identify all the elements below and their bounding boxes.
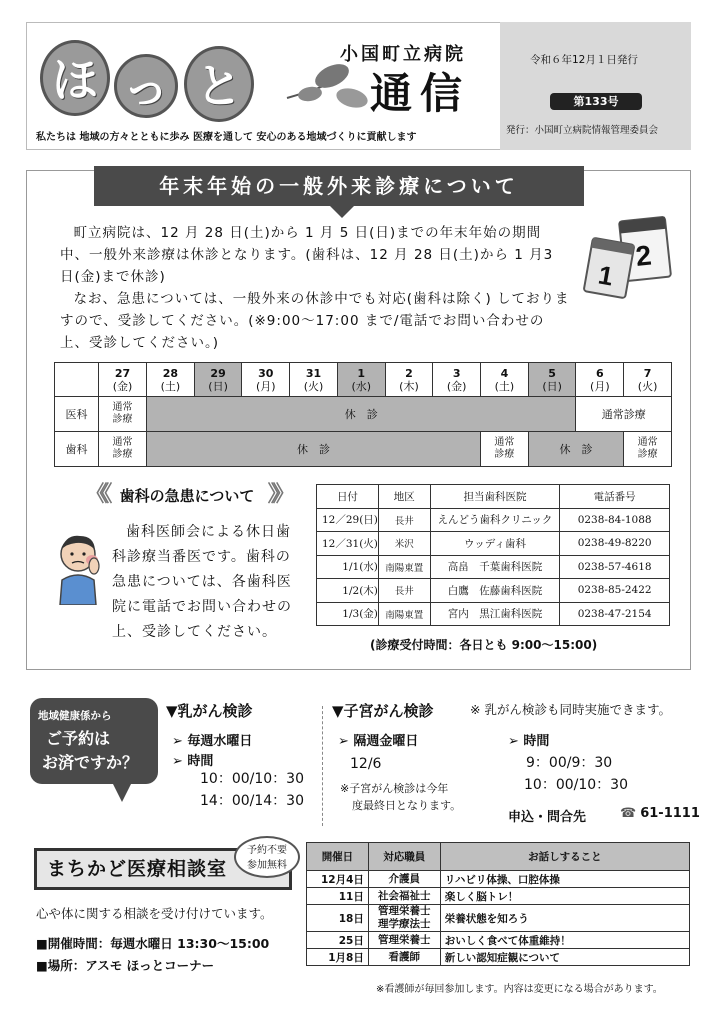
normal-text: 診療: [112, 414, 133, 425]
cervical-cancer-title: ▼子宮がん検診: [332, 702, 434, 720]
cervical-note: ※ 乳がん検診も同時実施できます。: [470, 702, 671, 717]
day-of-week: (金): [112, 379, 133, 393]
medical-label: 医科: [55, 397, 99, 432]
consultation-date: 25日: [307, 932, 369, 949]
schedule-day-cell: [242, 363, 290, 397]
hospital-name: 小国町立病院: [340, 44, 466, 65]
holiday-schedule-table: [54, 362, 672, 467]
contact-phone[interactable]: [620, 806, 700, 821]
day-number: 28: [162, 366, 179, 380]
table-cell: 長井: [378, 508, 430, 532]
time-label: 時間: [523, 734, 550, 749]
table-cell: 1/3(金): [317, 602, 379, 626]
consultation-topic: 楽しく脳トレ！: [440, 888, 689, 905]
normal-text: 診療: [112, 449, 133, 460]
chevron-left-icon: 《《: [85, 482, 107, 507]
medical-row: [55, 397, 672, 432]
phone-icon: ☎: [620, 806, 637, 821]
table-cell: 南陽東置: [378, 602, 430, 626]
publisher: 発行：小国町立病院情報管理委員会: [506, 125, 659, 136]
table-row: [307, 932, 690, 949]
day-number: 2: [405, 366, 413, 380]
table-cell: 0238-85-2422: [560, 579, 670, 603]
normal-cell: [481, 432, 529, 467]
tagline: 私たちは 地域の方々とともに歩み 医療を通して 安心のある地域づくりに貢献します: [36, 132, 417, 143]
schedule-date-row: [55, 363, 672, 397]
toothache-person-icon: [48, 530, 108, 605]
arrow-icon: ➢: [338, 734, 354, 749]
normal-text: 通常: [637, 437, 658, 448]
breast-time: 14：00/14：30: [200, 793, 304, 809]
dental-emergency-title: 歯科の急患について: [119, 487, 255, 505]
table-cell: 0238-84-1088: [560, 508, 670, 532]
holiday-title: 年末年始の一般外来診療について: [94, 166, 584, 206]
consultation-note: ※看護師が毎回参加します。内容は変更になる場合があります。: [376, 984, 663, 995]
day-of-week: (日): [208, 379, 228, 393]
table-row: [317, 508, 670, 532]
calendar-icon: [580, 215, 675, 300]
consultation-topic: おいしく食べて体重維持！: [440, 932, 689, 949]
checkup-divider: [322, 706, 323, 826]
table-row: [317, 579, 670, 603]
free-no-reservation-badge: [234, 836, 300, 878]
day-of-week: (金): [446, 379, 467, 393]
staff-name: 社会福祉士: [378, 889, 431, 902]
normal-cell: [99, 397, 147, 432]
table-cell: 宮内 黒江歯科医院: [430, 602, 560, 626]
table-cell: 白鷹 佐藤歯科医院: [430, 579, 560, 603]
table-cell: 長井: [378, 579, 430, 603]
table-cell: 12／29(日): [317, 508, 379, 532]
consultation-table-header: [307, 843, 690, 871]
time-label: 時間: [187, 754, 214, 769]
normal-text: 通常: [112, 437, 133, 448]
normal-cell: 通常診療: [576, 397, 672, 432]
table-cell: えんどう歯科クリニック: [430, 508, 560, 532]
dental-column-header: 担当歯科医院: [430, 485, 560, 509]
phone-number: 61-1111: [640, 806, 700, 821]
table-cell: 0238-49-8220: [560, 532, 670, 556]
schedule-day-cell: [624, 363, 672, 397]
schedule-day-cell: [290, 363, 338, 397]
schedule-day-cell: [147, 363, 195, 397]
day-of-week: (日): [542, 379, 562, 393]
table-row: [317, 532, 670, 556]
schedule-day-cell: [337, 363, 385, 397]
badge-line: 参加無料: [247, 860, 287, 871]
day-number: 30: [258, 366, 274, 380]
breast-day-item: [172, 730, 252, 749]
notice-paragraph: なお、急患については、一般外来の休診中でも対応(歯科は除く) しておりますので、受診してください。(※9:00〜17:00 まで/電話でお問い合わせの上、受診してください。): [60, 291, 570, 351]
normal-text: 通常: [494, 437, 515, 448]
day-of-week: (木): [399, 379, 419, 393]
staff-name: 介護員: [388, 872, 421, 885]
calendar-number: 2: [634, 239, 653, 272]
consultation-description: 心や体に関する相談を受け付けています。: [36, 906, 273, 921]
dental-hours: (診療受付時間：各日とも 9:00〜15:00): [370, 638, 598, 652]
normal-text: 診療: [494, 449, 515, 460]
table-row: [317, 602, 670, 626]
dental-emergency-text: [112, 520, 302, 645]
day-of-week: (土): [494, 379, 515, 393]
day-number: 1: [357, 366, 366, 380]
day-number: 6: [596, 366, 604, 380]
consultation-place: ■場所：アスモ ほっとコーナー: [36, 958, 215, 973]
corner-cell: [55, 363, 99, 397]
consultation-staff: [368, 871, 440, 888]
breast-cancer-title: ▼乳がん検診: [166, 702, 253, 720]
day-of-week: (月): [256, 379, 276, 393]
consultation-column-header: お話しすること: [440, 843, 689, 871]
table-row: [307, 871, 690, 888]
dental-table-header: [317, 485, 670, 509]
consultation-date: 11日: [307, 888, 369, 905]
reservation-speech-bubble: [30, 698, 158, 784]
consultation-topic: 新しい認知症観について: [440, 949, 689, 966]
consultation-column-header: 開催日: [307, 843, 369, 871]
normal-cell: [99, 432, 147, 467]
table-cell: 高畠 千葉歯科医院: [430, 555, 560, 579]
closed-cell: 休 診: [147, 432, 481, 467]
day-number: 29: [210, 366, 226, 380]
dental-column-header: 電話番号: [560, 485, 670, 509]
table-cell: ウッディ歯科: [430, 532, 560, 556]
consultation-staff: [368, 949, 440, 966]
table-cell: 1/2(木): [317, 579, 379, 603]
cervical-final-line: ※子宮がん検診は今年: [340, 782, 449, 795]
dental-column-header: 日付: [317, 485, 379, 509]
logo-char: ほ: [40, 40, 110, 116]
consultation-title: まちかど医療相談室: [34, 848, 292, 890]
dental-emergency-paragraph: 歯科医師会による休日歯科診療当番医です。歯科の急患については、各歯科医院に電話でお問い合わせの上、受診してください。: [112, 524, 292, 640]
cervical-final-note: [340, 780, 461, 814]
day-of-week: (土): [160, 379, 181, 393]
staff-name: 管理栄養士: [378, 905, 431, 917]
schedule-day-cell: [528, 363, 576, 397]
table-row: [317, 555, 670, 579]
table-cell: 米沢: [378, 532, 430, 556]
normal-cell: [624, 432, 672, 467]
cervical-time: 9：00/9：30: [526, 755, 613, 771]
cervical-date: 12/6: [350, 756, 382, 772]
consultation-staff: [368, 888, 440, 905]
consultation-topic: リハビリ体操、口腔体操: [440, 871, 689, 888]
schedule-day-cell: [576, 363, 624, 397]
issue-date: 令和６年12月１日発行: [530, 54, 638, 66]
dental-duty-table: [316, 484, 670, 626]
consultation-topic: 栄養状態を知ろう: [440, 905, 689, 932]
dental-row: [55, 432, 672, 467]
arrow-icon: ➢: [508, 734, 524, 749]
schedule-day-cell: [99, 363, 147, 397]
cervical-day: 隔週金曜日: [353, 734, 419, 749]
issue-number: 第133号: [550, 93, 642, 110]
consultation-schedule-table: [306, 842, 690, 966]
cervical-time: 10：00/10：30: [524, 777, 628, 793]
normal-text: 通常: [112, 402, 133, 413]
table-cell: 12／31(火): [317, 532, 379, 556]
holiday-notice: [60, 222, 570, 354]
breast-time-item: [172, 750, 213, 769]
normal-text: 診療: [637, 449, 658, 460]
closed-cell: 休 診: [528, 432, 623, 467]
schedule-day-cell: [385, 363, 433, 397]
consultation-date: 18日: [307, 905, 369, 932]
cervical-day-item: [338, 730, 418, 749]
day-number: 31: [305, 366, 322, 380]
leaf-icon: [282, 58, 372, 114]
bubble-line: 地域健康係から: [38, 710, 112, 722]
closed-cell: 休 診: [147, 397, 576, 432]
table-cell: 1/1(水): [317, 555, 379, 579]
day-number: 3: [452, 366, 461, 380]
logo-char: っ: [114, 54, 178, 118]
consultation-staff: [368, 932, 440, 949]
schedule-day-cell: [433, 363, 481, 397]
breast-day: 毎週水曜日: [187, 734, 253, 749]
dental-column-header: 地区: [378, 485, 430, 509]
day-number: 5: [548, 366, 556, 380]
arrow-icon: ➢: [172, 734, 188, 749]
day-of-week: (火): [637, 379, 658, 393]
newsletter-name: 通信: [370, 69, 471, 118]
day-number: 27: [114, 366, 131, 380]
dental-label: 歯科: [55, 432, 99, 467]
consultation-time: ■開催時間：毎週水曜日 13:30〜15:00: [36, 936, 270, 951]
breast-time: 10：00/10：30: [200, 771, 304, 787]
chevron-right-icon: 》》: [267, 482, 289, 507]
contact-label: 申込・問合先: [508, 810, 587, 825]
table-row: [307, 905, 690, 932]
day-of-week: (水): [351, 379, 372, 393]
staff-name: 理学療法士: [378, 918, 431, 930]
staff-name: 管理栄養士: [378, 933, 431, 946]
table-row: [307, 949, 690, 966]
cervical-time-item: [508, 730, 549, 749]
consultation-date: 1月8日: [307, 949, 369, 966]
arrow-icon: ➢: [172, 754, 188, 769]
schedule-day-cell: [194, 363, 242, 397]
schedule-day-cell: [481, 363, 529, 397]
day-of-week: (火): [303, 379, 324, 393]
day-number: 7: [643, 366, 652, 380]
dental-emergency-heading: [60, 482, 314, 508]
day-of-week: (月): [590, 379, 610, 393]
calendar-number: 1: [596, 259, 616, 292]
consultation-date: 12月4日: [307, 871, 369, 888]
table-cell: 0238-47-2154: [560, 602, 670, 626]
notice-paragraph: 町立病院は、12 月 28 日(土)から 1 月 5 日(日)までの年末年始の期間中、一般外来診療は休診となります。(歯科は、12 月 28 日(土)から 1 月3 日(金)まで休診): [60, 225, 554, 285]
bubble-line: ご予約は: [46, 729, 111, 748]
consultation-column-header: 対応職員: [368, 843, 440, 871]
badge-line: 予約不要: [247, 845, 287, 856]
logo-char: と: [184, 46, 254, 122]
consultation-staff: [368, 905, 440, 932]
bubble-line: お済ですか？: [42, 753, 139, 772]
table-cell: 0238-57-4618: [560, 555, 670, 579]
staff-name: 看護師: [388, 950, 421, 963]
cervical-final-line: 度最終日となります。: [352, 799, 462, 812]
table-row: [307, 888, 690, 905]
table-cell: 南陽東置: [378, 555, 430, 579]
day-number: 4: [500, 366, 509, 380]
